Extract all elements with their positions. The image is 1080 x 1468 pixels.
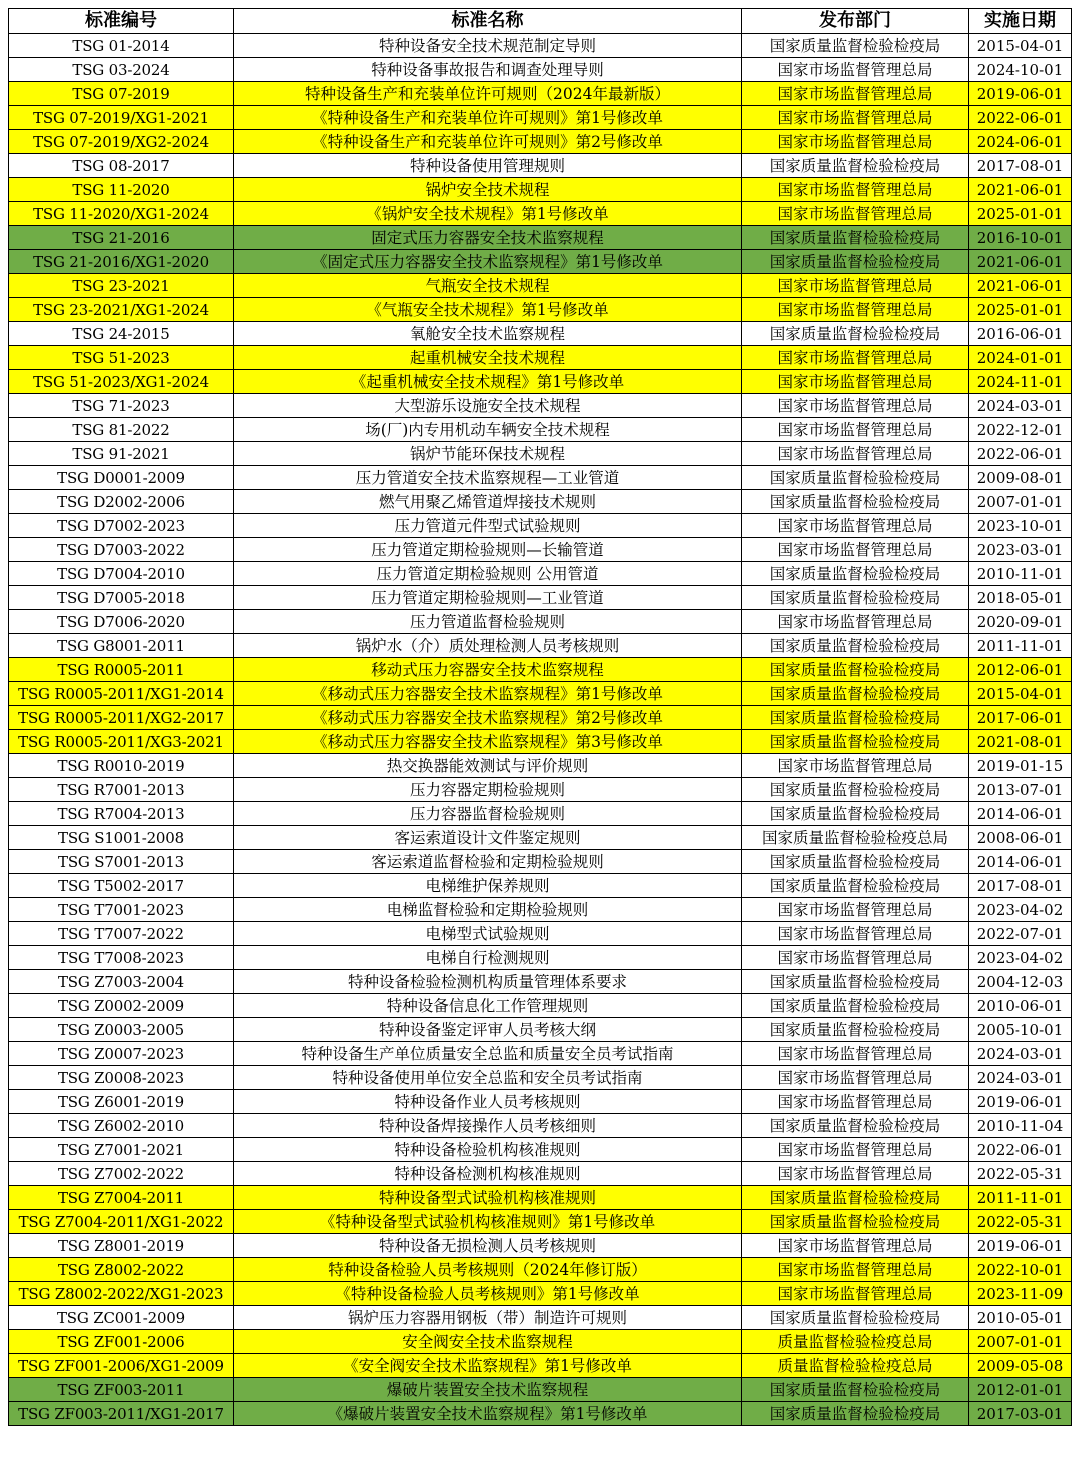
cell-date: 2013-07-01 [969, 778, 1072, 802]
cell-dept: 国家质量监督检验检疫局 [742, 1306, 969, 1330]
cell-name: 氧舱安全技术监察规程 [234, 322, 742, 346]
cell-code: TSG 08-2017 [9, 154, 234, 178]
cell-code: TSG Z7003-2004 [9, 970, 234, 994]
cell-name: 客运索道监督检验和定期检验规则 [234, 850, 742, 874]
cell-dept: 国家质量监督检验检疫局 [742, 1402, 969, 1426]
cell-name: 特种设备检验机构核准规则 [234, 1138, 742, 1162]
cell-name: 特种设备作业人员考核规则 [234, 1090, 742, 1114]
cell-name: 压力管道安全技术监察规程—工业管道 [234, 466, 742, 490]
cell-name: 《特种设备检验人员考核规则》第1号修改单 [234, 1282, 742, 1306]
cell-dept: 国家质量监督检验检疫局 [742, 658, 969, 682]
table-row [9, 154, 1072, 178]
table-row [9, 874, 1072, 898]
cell-code: TSG D7005-2018 [9, 586, 234, 610]
cell-name: 电梯维护保养规则 [234, 874, 742, 898]
cell-code: TSG R0005-2011/XG1-2014 [9, 682, 234, 706]
table-row [9, 514, 1072, 538]
cell-code: TSG Z6002-2010 [9, 1114, 234, 1138]
table-row [9, 490, 1072, 514]
cell-dept: 国家质量监督检验检疫局 [742, 466, 969, 490]
table-row [9, 1378, 1072, 1402]
cell-dept: 国家质量监督检验检疫局 [742, 1114, 969, 1138]
cell-dept: 国家质量监督检验检疫局 [742, 994, 969, 1018]
cell-dept: 国家市场监督管理总局 [742, 610, 969, 634]
cell-name: 特种设备无损检测人员考核规则 [234, 1234, 742, 1258]
cell-dept: 国家市场监督管理总局 [742, 1042, 969, 1066]
cell-code: TSG D7002-2023 [9, 514, 234, 538]
cell-dept: 国家质量监督检验检疫局 [742, 490, 969, 514]
cell-code: TSG D0001-2009 [9, 466, 234, 490]
cell-name: 大型游乐设施安全技术规程 [234, 394, 742, 418]
cell-name: 热交换器能效测试与评价规则 [234, 754, 742, 778]
cell-date: 2024-03-01 [969, 394, 1072, 418]
cell-dept: 国家市场监督管理总局 [742, 1090, 969, 1114]
cell-code: TSG Z8002-2022 [9, 1258, 234, 1282]
cell-name: 特种设备焊接操作人员考核细则 [234, 1114, 742, 1138]
cell-date: 2019-06-01 [969, 1090, 1072, 1114]
cell-code: TSG R0005-2011/XG2-2017 [9, 706, 234, 730]
cell-name: 特种设备信息化工作管理规则 [234, 994, 742, 1018]
table-row [9, 970, 1072, 994]
standards-table [8, 8, 1072, 1426]
cell-date: 2014-06-01 [969, 802, 1072, 826]
cell-name: 《特种设备生产和充装单位许可规则》第2号修改单 [234, 130, 742, 154]
cell-date: 2011-11-01 [969, 1186, 1072, 1210]
cell-code: TSG Z0002-2009 [9, 994, 234, 1018]
cell-code: TSG Z7004-2011 [9, 1186, 234, 1210]
header-dept: 发布部门 [742, 9, 969, 34]
cell-name: 压力管道元件型式试验规则 [234, 514, 742, 538]
table-row [9, 466, 1072, 490]
table-row [9, 778, 1072, 802]
cell-dept: 国家市场监督管理总局 [742, 1234, 969, 1258]
cell-dept: 质量监督检验检疫总局 [742, 1330, 969, 1354]
cell-code: TSG R0010-2019 [9, 754, 234, 778]
cell-name: 压力容器定期检验规则 [234, 778, 742, 802]
cell-code: TSG 07-2019/XG1-2021 [9, 106, 234, 130]
cell-dept: 国家市场监督管理总局 [742, 1282, 969, 1306]
cell-dept: 国家市场监督管理总局 [742, 1258, 969, 1282]
table-row [9, 946, 1072, 970]
cell-dept: 国家质量监督检验检疫局 [742, 802, 969, 826]
cell-date: 2021-08-01 [969, 730, 1072, 754]
cell-name: 移动式压力容器安全技术监察规程 [234, 658, 742, 682]
cell-name: 电梯自行检测规则 [234, 946, 742, 970]
cell-code: TSG 07-2019 [9, 82, 234, 106]
cell-date: 2007-01-01 [969, 490, 1072, 514]
cell-dept: 国家质量监督检验检疫局 [742, 970, 969, 994]
cell-code: TSG 23-2021 [9, 274, 234, 298]
cell-date: 2015-04-01 [969, 682, 1072, 706]
cell-date: 2023-04-02 [969, 946, 1072, 970]
cell-code: TSG Z0008-2023 [9, 1066, 234, 1090]
cell-date: 2016-10-01 [969, 226, 1072, 250]
cell-dept: 国家质量监督检验检疫局 [742, 322, 969, 346]
cell-code: TSG T7008-2023 [9, 946, 234, 970]
cell-name: 《固定式压力容器安全技术监察规程》第1号修改单 [234, 250, 742, 274]
cell-code: TSG 71-2023 [9, 394, 234, 418]
table-row [9, 202, 1072, 226]
table-row [9, 898, 1072, 922]
table-row [9, 1090, 1072, 1114]
cell-dept: 国家质量监督检验检疫局 [742, 226, 969, 250]
cell-date: 2022-05-31 [969, 1210, 1072, 1234]
table-row [9, 1282, 1072, 1306]
cell-dept: 国家市场监督管理总局 [742, 1138, 969, 1162]
cell-date: 2010-11-01 [969, 562, 1072, 586]
cell-code: TSG 24-2015 [9, 322, 234, 346]
cell-name: 特种设备鉴定评审人员考核大纲 [234, 1018, 742, 1042]
cell-code: TSG S7001-2013 [9, 850, 234, 874]
cell-name: 《安全阀安全技术监察规程》第1号修改单 [234, 1354, 742, 1378]
cell-name: 特种设备检测机构核准规则 [234, 1162, 742, 1186]
cell-dept: 国家质量监督检验检疫局 [742, 1378, 969, 1402]
cell-name: 起重机械安全技术规程 [234, 346, 742, 370]
cell-code: TSG S1001-2008 [9, 826, 234, 850]
cell-dept: 国家市场监督管理总局 [742, 898, 969, 922]
cell-code: TSG ZF003-2011 [9, 1378, 234, 1402]
cell-dept: 国家市场监督管理总局 [742, 754, 969, 778]
table-row [9, 610, 1072, 634]
cell-dept: 国家质量监督检验检疫局 [742, 634, 969, 658]
cell-code: TSG R7001-2013 [9, 778, 234, 802]
cell-date: 2017-06-01 [969, 706, 1072, 730]
cell-date: 2008-06-01 [969, 826, 1072, 850]
cell-dept: 国家市场监督管理总局 [742, 1066, 969, 1090]
table-row [9, 130, 1072, 154]
cell-dept: 国家质量监督检验检疫局 [742, 850, 969, 874]
cell-code: TSG 01-2014 [9, 34, 234, 58]
cell-date: 2023-11-09 [969, 1282, 1072, 1306]
cell-date: 2007-01-01 [969, 1330, 1072, 1354]
cell-code: TSG 21-2016/XG1-2020 [9, 250, 234, 274]
cell-name: 锅炉水（介）质处理检测人员考核规则 [234, 634, 742, 658]
cell-dept: 国家质量监督检验检疫局 [742, 562, 969, 586]
table-row [9, 1402, 1072, 1426]
cell-date: 2020-09-01 [969, 610, 1072, 634]
cell-name: 锅炉压力容器用钢板（带）制造许可规则 [234, 1306, 742, 1330]
cell-code: TSG Z6001-2019 [9, 1090, 234, 1114]
cell-code: TSG Z0003-2005 [9, 1018, 234, 1042]
cell-dept: 国家市场监督管理总局 [742, 1162, 969, 1186]
table-row [9, 370, 1072, 394]
cell-date: 2022-05-31 [969, 1162, 1072, 1186]
cell-date: 2024-11-01 [969, 370, 1072, 394]
cell-name: 《移动式压力容器安全技术监察规程》第3号修改单 [234, 730, 742, 754]
cell-name: 特种设备安全技术规范制定导则 [234, 34, 742, 58]
cell-dept: 国家质量监督检验检疫局 [742, 250, 969, 274]
cell-date: 2019-06-01 [969, 1234, 1072, 1258]
table-row [9, 994, 1072, 1018]
table-row [9, 682, 1072, 706]
table-row [9, 250, 1072, 274]
cell-date: 2024-03-01 [969, 1066, 1072, 1090]
cell-name: 《移动式压力容器安全技术监察规程》第1号修改单 [234, 682, 742, 706]
cell-date: 2023-04-02 [969, 898, 1072, 922]
cell-dept: 国家质量监督检验检疫局 [742, 730, 969, 754]
cell-date: 2015-04-01 [969, 34, 1072, 58]
cell-name: 场(厂)内专用机动车辆安全技术规程 [234, 418, 742, 442]
table-row [9, 1138, 1072, 1162]
cell-date: 2022-12-01 [969, 418, 1072, 442]
cell-date: 2024-01-01 [969, 346, 1072, 370]
cell-date: 2017-08-01 [969, 874, 1072, 898]
table-row [9, 178, 1072, 202]
cell-name: 《爆破片装置安全技术监察规程》第1号修改单 [234, 1402, 742, 1426]
table-row [9, 1258, 1072, 1282]
table-row [9, 298, 1072, 322]
cell-dept: 国家市场监督管理总局 [742, 178, 969, 202]
cell-date: 2021-06-01 [969, 250, 1072, 274]
cell-date: 2025-01-01 [969, 298, 1072, 322]
cell-code: TSG G8001-2011 [9, 634, 234, 658]
cell-dept: 国家市场监督管理总局 [742, 514, 969, 538]
cell-dept: 国家市场监督管理总局 [742, 106, 969, 130]
cell-code: TSG 23-2021/XG1-2024 [9, 298, 234, 322]
cell-name: 特种设备使用单位安全总监和安全员考试指南 [234, 1066, 742, 1090]
cell-dept: 国家质量监督检验检疫局 [742, 1186, 969, 1210]
cell-date: 2009-08-01 [969, 466, 1072, 490]
cell-name: 特种设备检验人员考核规则（2024年修订版） [234, 1258, 742, 1282]
table-row [9, 1330, 1072, 1354]
cell-name: 特种设备型式试验机构核准规则 [234, 1186, 742, 1210]
cell-dept: 国家市场监督管理总局 [742, 82, 969, 106]
cell-code: TSG D7003-2022 [9, 538, 234, 562]
cell-name: 压力管道定期检验规则—工业管道 [234, 586, 742, 610]
cell-dept: 国家质量监督检验检疫局 [742, 586, 969, 610]
cell-code: TSG Z7004-2011/XG1-2022 [9, 1210, 234, 1234]
cell-dept: 国家质量监督检验检疫局 [742, 874, 969, 898]
header-name: 标准名称 [234, 9, 742, 34]
cell-dept: 国家市场监督管理总局 [742, 394, 969, 418]
cell-name: 锅炉节能环保技术规程 [234, 442, 742, 466]
cell-date: 2022-06-01 [969, 106, 1072, 130]
table-row [9, 1018, 1072, 1042]
cell-name: 《特种设备生产和充装单位许可规则》第1号修改单 [234, 106, 742, 130]
table-row [9, 1186, 1072, 1210]
table-row [9, 538, 1072, 562]
table-row [9, 418, 1072, 442]
cell-dept: 国家市场监督管理总局 [742, 346, 969, 370]
cell-dept: 国家质量监督检验检疫局 [742, 34, 969, 58]
cell-dept: 国家市场监督管理总局 [742, 538, 969, 562]
cell-dept: 国家市场监督管理总局 [742, 946, 969, 970]
cell-date: 2011-11-01 [969, 634, 1072, 658]
cell-name: 《锅炉安全技术规程》第1号修改单 [234, 202, 742, 226]
cell-name: 压力管道定期检验规则—长输管道 [234, 538, 742, 562]
cell-code: TSG Z7002-2022 [9, 1162, 234, 1186]
cell-code: TSG T7001-2023 [9, 898, 234, 922]
cell-name: 燃气用聚乙烯管道焊接技术规则 [234, 490, 742, 514]
table-row [9, 394, 1072, 418]
table-row [9, 58, 1072, 82]
table-row [9, 730, 1072, 754]
cell-code: TSG Z8001-2019 [9, 1234, 234, 1258]
cell-date: 2005-10-01 [969, 1018, 1072, 1042]
cell-dept: 国家市场监督管理总局 [742, 274, 969, 298]
cell-code: TSG R7004-2013 [9, 802, 234, 826]
cell-date: 2023-10-01 [969, 514, 1072, 538]
cell-date: 2022-06-01 [969, 442, 1072, 466]
cell-date: 2010-11-04 [969, 1114, 1072, 1138]
cell-date: 2024-10-01 [969, 58, 1072, 82]
cell-name: 客运索道设计文件鉴定规则 [234, 826, 742, 850]
cell-dept: 国家市场监督管理总局 [742, 130, 969, 154]
table-row [9, 1114, 1072, 1138]
table-row [9, 562, 1072, 586]
table-row [9, 34, 1072, 58]
cell-date: 2024-06-01 [969, 130, 1072, 154]
cell-code: TSG R0005-2011/XG3-2021 [9, 730, 234, 754]
table-row [9, 586, 1072, 610]
cell-code: TSG D7006-2020 [9, 610, 234, 634]
table-row [9, 826, 1072, 850]
cell-date: 2010-05-01 [969, 1306, 1072, 1330]
cell-dept: 国家质量监督检验检疫局 [742, 778, 969, 802]
table-row [9, 754, 1072, 778]
cell-date: 2024-03-01 [969, 1042, 1072, 1066]
cell-code: TSG T5002-2017 [9, 874, 234, 898]
cell-code: TSG 07-2019/XG2-2024 [9, 130, 234, 154]
table-row [9, 1066, 1072, 1090]
cell-date: 2025-01-01 [969, 202, 1072, 226]
table-row [9, 322, 1072, 346]
cell-name: 安全阀安全技术监察规程 [234, 1330, 742, 1354]
table-row [9, 226, 1072, 250]
table-row [9, 442, 1072, 466]
cell-code: TSG 11-2020/XG1-2024 [9, 202, 234, 226]
table-row [9, 706, 1072, 730]
cell-name: 《气瓶安全技术规程》第1号修改单 [234, 298, 742, 322]
cell-date: 2017-08-01 [969, 154, 1072, 178]
cell-code: TSG ZF001-2006 [9, 1330, 234, 1354]
cell-name: 《移动式压力容器安全技术监察规程》第2号修改单 [234, 706, 742, 730]
cell-code: TSG D7004-2010 [9, 562, 234, 586]
cell-date: 2019-01-15 [969, 754, 1072, 778]
table-row [9, 922, 1072, 946]
cell-name: 压力管道定期检验规则 公用管道 [234, 562, 742, 586]
cell-name: 电梯型式试验规则 [234, 922, 742, 946]
cell-code: TSG T7007-2022 [9, 922, 234, 946]
cell-date: 2016-06-01 [969, 322, 1072, 346]
cell-date: 2012-06-01 [969, 658, 1072, 682]
cell-date: 2021-06-01 [969, 274, 1072, 298]
cell-code: TSG ZF001-2006/XG1-2009 [9, 1354, 234, 1378]
header-date: 实施日期 [969, 9, 1072, 34]
cell-date: 2018-05-01 [969, 586, 1072, 610]
cell-dept: 国家市场监督管理总局 [742, 418, 969, 442]
cell-date: 2022-06-01 [969, 1138, 1072, 1162]
cell-code: TSG D2002-2006 [9, 490, 234, 514]
table-row [9, 1306, 1072, 1330]
cell-name: 特种设备生产单位质量安全总监和质量安全员考试指南 [234, 1042, 742, 1066]
table-row [9, 634, 1072, 658]
cell-dept: 国家市场监督管理总局 [742, 58, 969, 82]
header-row [9, 9, 1072, 34]
cell-code: TSG 51-2023/XG1-2024 [9, 370, 234, 394]
cell-dept: 国家质量监督检验检疫局 [742, 1210, 969, 1234]
cell-name: 压力容器监督检验规则 [234, 802, 742, 826]
cell-date: 2014-06-01 [969, 850, 1072, 874]
cell-name: 特种设备检验检测机构质量管理体系要求 [234, 970, 742, 994]
cell-date: 2009-05-08 [969, 1354, 1072, 1378]
table-row [9, 1162, 1072, 1186]
cell-code: TSG 81-2022 [9, 418, 234, 442]
cell-code: TSG R0005-2011 [9, 658, 234, 682]
cell-name: 爆破片装置安全技术监察规程 [234, 1378, 742, 1402]
cell-code: TSG 11-2020 [9, 178, 234, 202]
cell-dept: 国家市场监督管理总局 [742, 442, 969, 466]
header-code: 标准编号 [9, 9, 234, 34]
cell-name: 气瓶安全技术规程 [234, 274, 742, 298]
cell-name: 压力管道监督检验规则 [234, 610, 742, 634]
cell-dept: 国家市场监督管理总局 [742, 202, 969, 226]
table-row [9, 106, 1072, 130]
cell-code: TSG Z8002-2022/XG1-2023 [9, 1282, 234, 1306]
table-row [9, 802, 1072, 826]
cell-name: 特种设备使用管理规则 [234, 154, 742, 178]
cell-date: 2022-07-01 [969, 922, 1072, 946]
cell-code: TSG 51-2023 [9, 346, 234, 370]
table-row [9, 1234, 1072, 1258]
table-row [9, 346, 1072, 370]
cell-date: 2004-12-03 [969, 970, 1072, 994]
cell-code: TSG Z7001-2021 [9, 1138, 234, 1162]
cell-date: 2022-10-01 [969, 1258, 1072, 1282]
cell-dept: 国家市场监督管理总局 [742, 370, 969, 394]
cell-name: 《特种设备型式试验机构核准规则》第1号修改单 [234, 1210, 742, 1234]
cell-code: TSG 91-2021 [9, 442, 234, 466]
cell-code: TSG 21-2016 [9, 226, 234, 250]
cell-code: TSG ZF003-2011/XG1-2017 [9, 1402, 234, 1426]
cell-date: 2012-01-01 [969, 1378, 1072, 1402]
table-row [9, 658, 1072, 682]
cell-date: 2021-06-01 [969, 178, 1072, 202]
cell-date: 2019-06-01 [969, 82, 1072, 106]
cell-dept: 国家质量监督检验检疫局 [742, 706, 969, 730]
cell-dept: 国家质量监督检验检疫局 [742, 154, 969, 178]
cell-dept: 质量监督检验检疫总局 [742, 1354, 969, 1378]
table-row [9, 1210, 1072, 1234]
cell-name: 固定式压力容器安全技术监察规程 [234, 226, 742, 250]
cell-date: 2010-06-01 [969, 994, 1072, 1018]
cell-name: 特种设备事故报告和调查处理导则 [234, 58, 742, 82]
cell-dept: 国家质量监督检验检疫局 [742, 682, 969, 706]
table-row [9, 1354, 1072, 1378]
cell-dept: 国家质量监督检验检疫总局 [742, 826, 969, 850]
table-body [9, 34, 1072, 1426]
cell-code: TSG 03-2024 [9, 58, 234, 82]
cell-code: TSG ZC001-2009 [9, 1306, 234, 1330]
cell-date: 2017-03-01 [969, 1402, 1072, 1426]
cell-dept: 国家质量监督检验检疫局 [742, 1018, 969, 1042]
cell-name: 电梯监督检验和定期检验规则 [234, 898, 742, 922]
cell-name: 锅炉安全技术规程 [234, 178, 742, 202]
cell-name: 特种设备生产和充装单位许可规则（2024年最新版） [234, 82, 742, 106]
cell-date: 2023-03-01 [969, 538, 1072, 562]
cell-dept: 国家市场监督管理总局 [742, 298, 969, 322]
table-row [9, 274, 1072, 298]
table-row [9, 82, 1072, 106]
table-row [9, 1042, 1072, 1066]
table-row [9, 850, 1072, 874]
cell-code: TSG Z0007-2023 [9, 1042, 234, 1066]
cell-name: 《起重机械安全技术规程》第1号修改单 [234, 370, 742, 394]
cell-dept: 国家市场监督管理总局 [742, 922, 969, 946]
